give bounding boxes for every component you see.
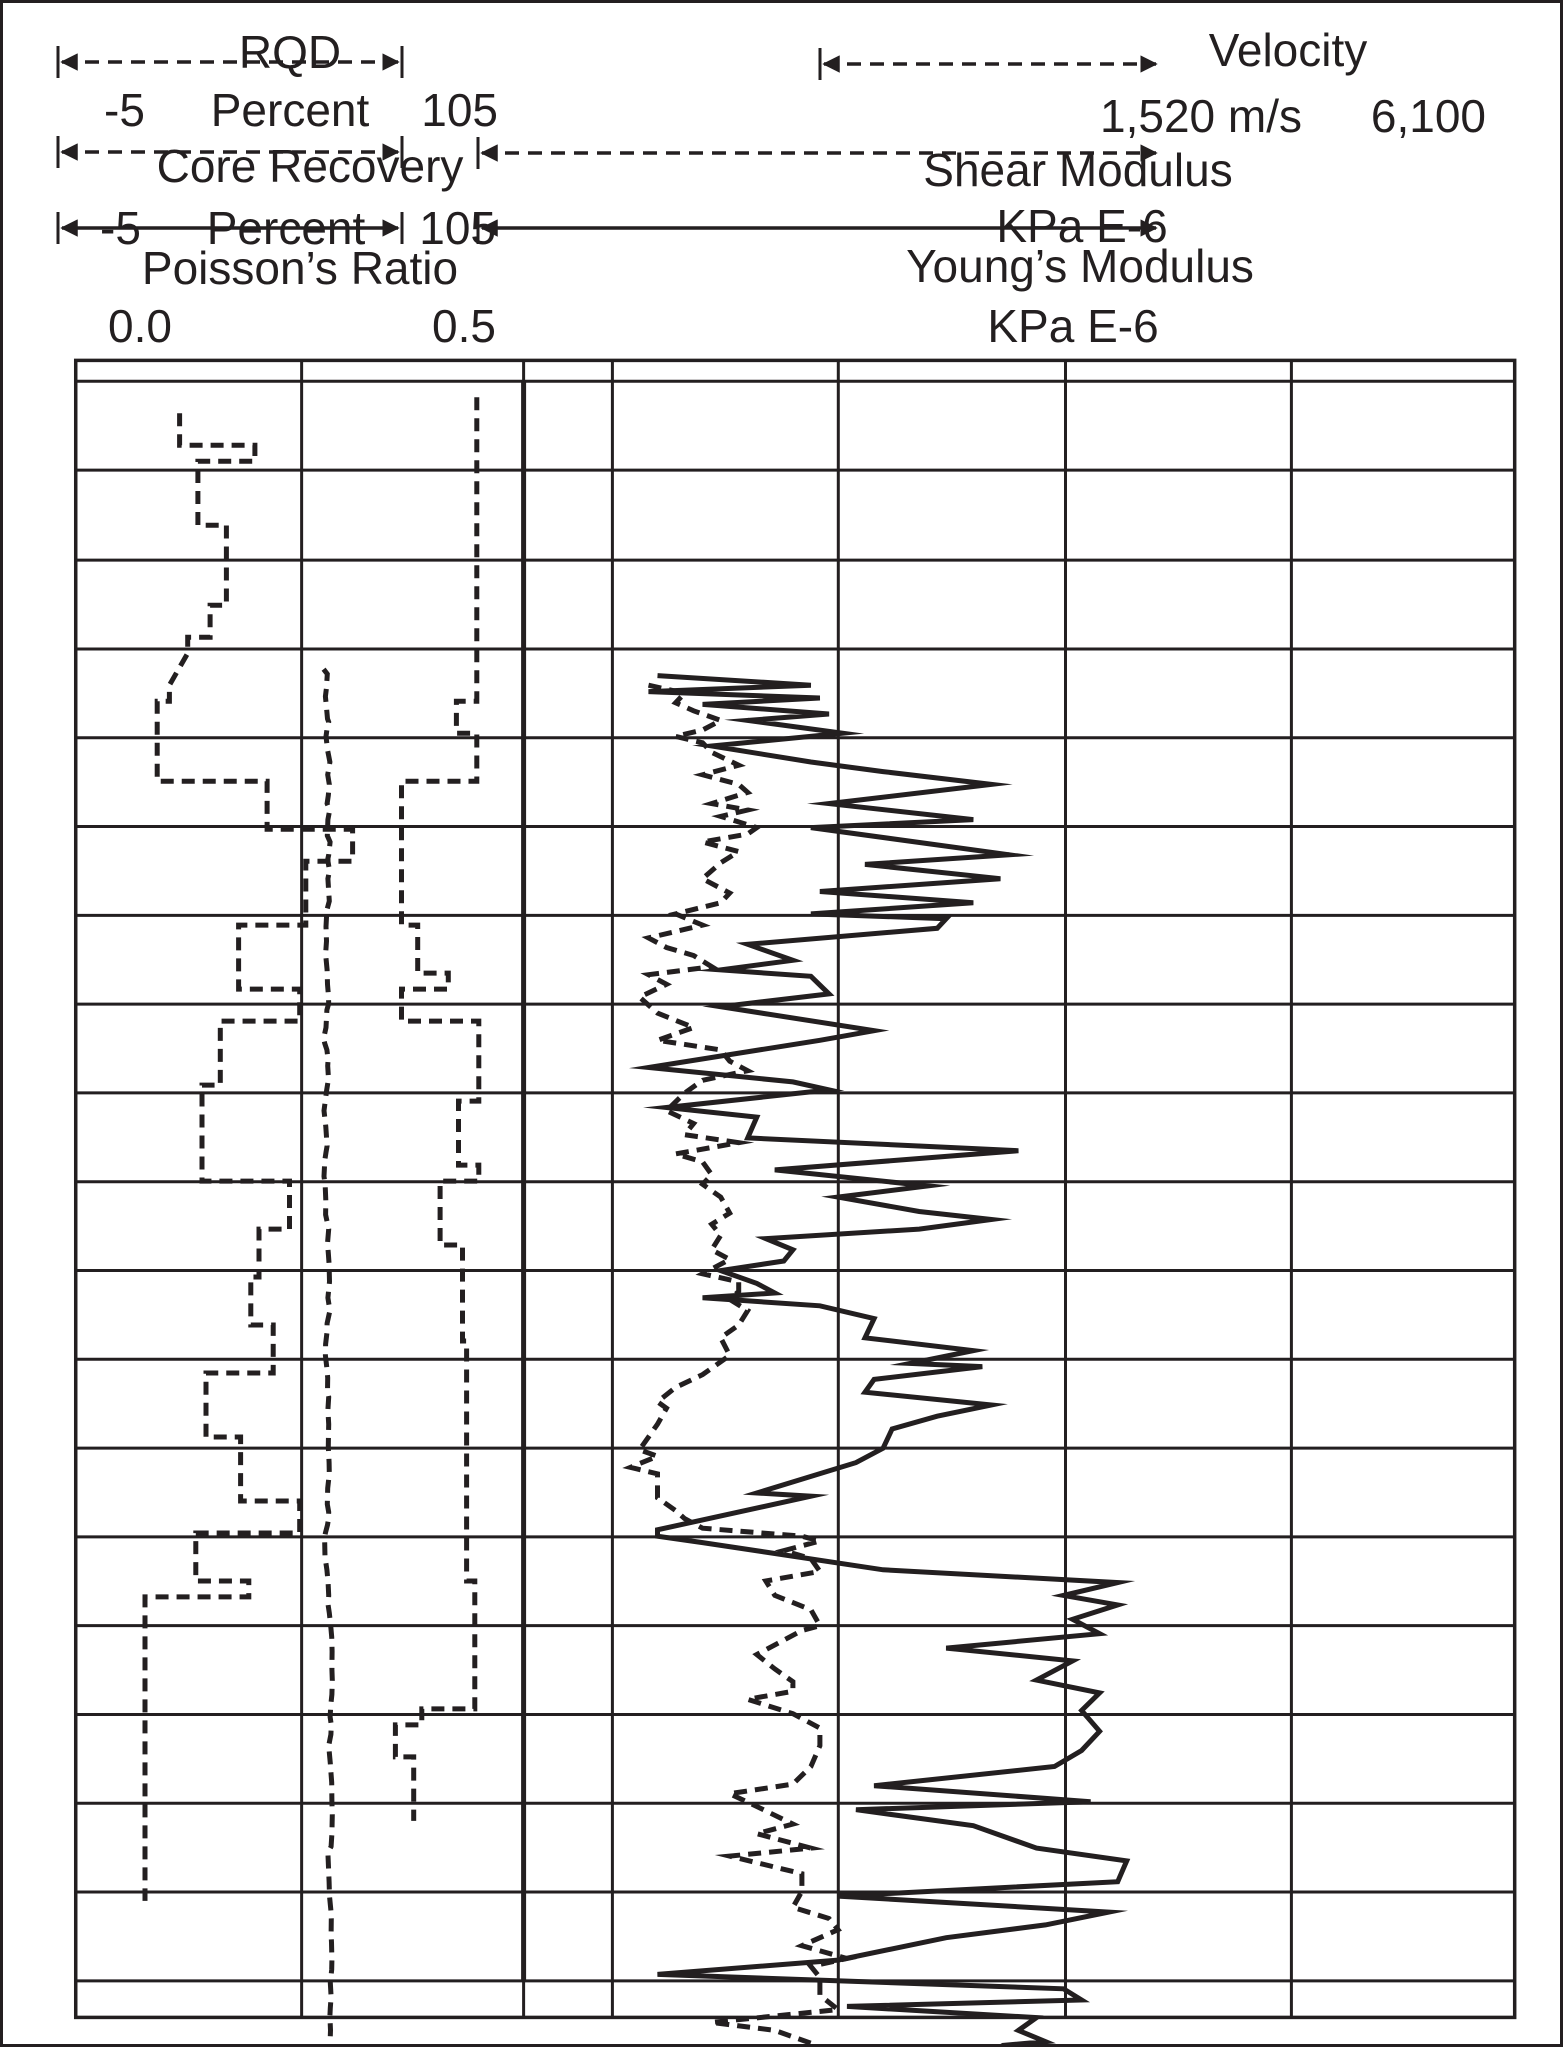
young-modulus-title: Young’s Modulus — [906, 240, 1254, 292]
left-track-core-series — [395, 397, 478, 1821]
poisson-min-label: 0.0 — [108, 300, 172, 352]
poisson-title: Poisson’s Ratio — [141, 242, 459, 294]
core-min-label: -5 — [100, 202, 141, 254]
rqd-min-label: -5 — [104, 84, 145, 136]
rqd-title: RQD — [238, 26, 342, 78]
velocity-title: Velocity — [1208, 24, 1368, 76]
velocity-max-label: 6,100 — [1370, 90, 1486, 142]
core-max-label: 105 — [419, 202, 496, 254]
young-unit-label: KPa E-6 — [987, 300, 1159, 352]
poisson-max-label: 0.5 — [432, 300, 496, 352]
left-track-rqd-series — [145, 413, 353, 1901]
log-series — [145, 381, 1127, 2047]
shear-modulus-title: Shear Modulus — [923, 144, 1233, 196]
shear-unit-label: KPa E-6 — [996, 200, 1168, 252]
velocity-min-label: 1,520 m/s — [1100, 90, 1302, 142]
core-recovery-title: Core Recovery — [156, 140, 464, 192]
core-unit-label: Percent — [206, 202, 366, 254]
rqd-max-label: 105 — [421, 84, 498, 136]
log-grid — [76, 360, 1515, 2017]
grid-border — [76, 360, 1515, 2017]
right-track-shear-series — [630, 685, 847, 2047]
rqd-unit-label: Percent — [210, 84, 370, 136]
